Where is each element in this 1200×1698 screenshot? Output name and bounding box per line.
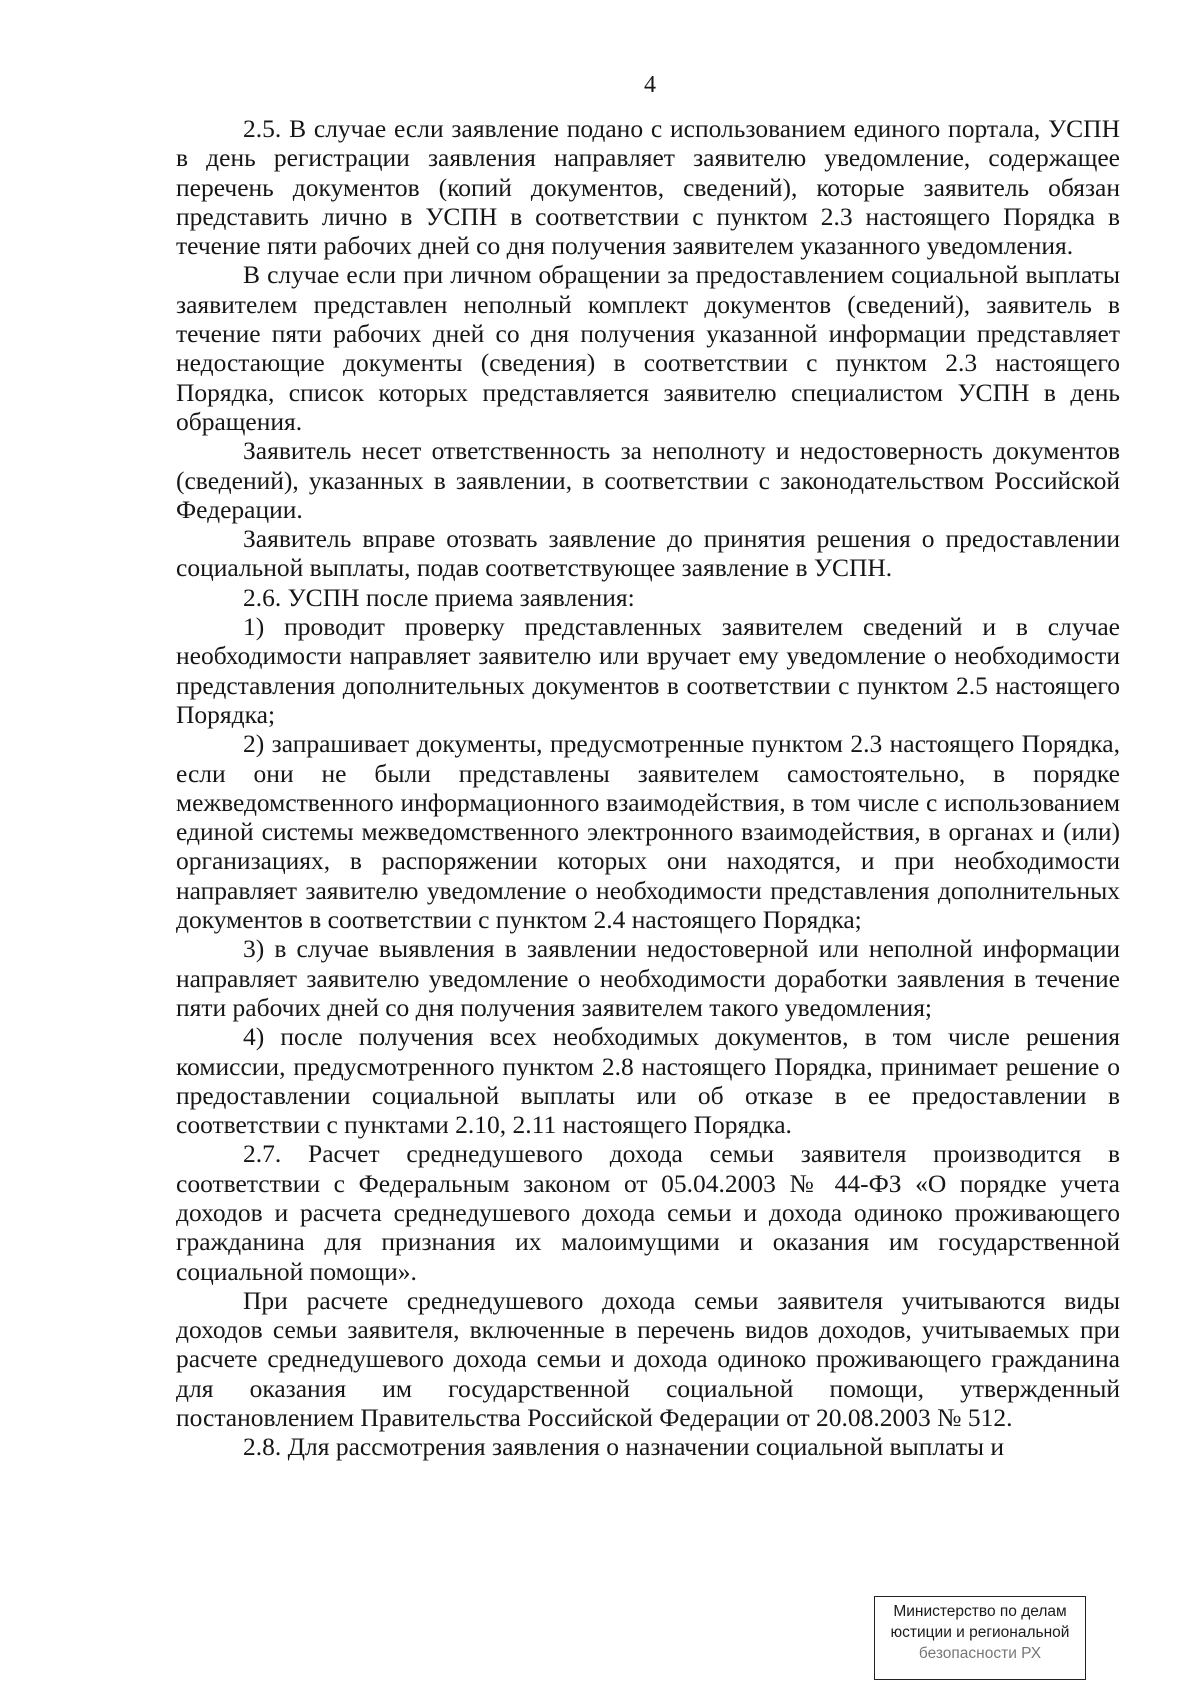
paragraph-withdraw: Заявитель вправе отозвать заявление до принятия решения о предоставлении социальной выплаты, подав соответствующее заявление в УСПН. xyxy=(176,524,1120,583)
list-item-3: 3) в случае выявления в заявлении недостоверной или неполной информации направляет заявителю уведомление о необходимости доработки заявления в течение пяти рабочих дней со дня получения заявителем такого уведомления; xyxy=(176,934,1120,1022)
stamp-line-2: юстиции и региональной xyxy=(890,1624,1070,1641)
paragraph-2-8: 2.8. Для рассмотрения заявления о назначении социальной выплаты и xyxy=(243,1432,1005,1462)
paragraph-2-5: 2.5. В случае если заявление подано с использованием единого портала, УСПН в день регистрации заявления направляет заявителю уведомление, содержащее перечень документов (копий документов, сведений), которые заявитель обязан представить лично в УСПН в соответствии с пунктом 2.3 настоящего Порядка в течение пяти рабочих дней со дня получения заявителем указанного уведомления. xyxy=(176,114,1120,261)
stamp-line-1: Министерство по делам xyxy=(893,1603,1067,1620)
paragraph-incomplete-documents: В случае если при личном обращении за предоставлением социальной выплаты заявителем представлен неполный комплект документов (сведений), заявитель в течение пяти рабочих дней со дня получения указанной информации представляет недостающие документы (сведения) в соответствии с пунктом 2.3 настоящего Порядка, список которых представляется заявителю специалистом УСПН в день обращения. xyxy=(176,260,1120,436)
paragraph-income-calculation: При расчете среднедушевого дохода семьи заявителя учитываются виды доходов семьи заявителя, включенные в перечень видов доходов, учитываемых при расчете среднедушевого дохода семьи и дохода одиноко проживающего гражданина для оказания им государственной социальной помощи, утвержденный постановлением Правительства Российской Федерации от 20.08.2003 № 512. xyxy=(176,1285,1120,1433)
paragraph-2-7: 2.7. Расчет среднедушевого дохода семьи заявителя производится в соответствии с Федеральным законом от 05.04.2003 № 44-ФЗ «О порядке учета доходов и расчета среднедушевого дохода семьи и дохода одиноко проживающего гражданина для признания их малоимущими и оказания им государственной социальной помощи». xyxy=(176,1139,1120,1286)
stamp-line-3: безопасности РХ xyxy=(918,1645,1042,1662)
paragraph-responsibility: Заявитель несет ответственность за неполноту и недостоверность документов (сведений), указанных в заявлении, в соответствии с законодательством Российской Федерации. xyxy=(176,436,1120,524)
paragraph-2-6: 2.6. УСПН после приема заявления: xyxy=(243,582,635,612)
list-item-4: 4) после получения всех необходимых документов, в том числе решения комиссии, предусмотренного пунктом 2.8 настоящего Порядка, принимает решение о предоставлении социальной выплаты или об отказе в ее предоставлении в соответствии с пунктами 2.10, 2.11 настоящего Порядка. xyxy=(176,1022,1120,1140)
list-item-1: 1) проводит проверку представленных заявителем сведений и в случае необходимости направляет заявителю или вручает ему уведомление о необходимости представления дополнительных документов в соответствии с пунктом 2.5 настоящего Порядка; xyxy=(176,612,1120,729)
document-body xyxy=(176,114,1120,1462)
page-number: 4 xyxy=(644,72,656,98)
list-item-2: 2) запрашивает документы, предусмотренные пунктом 2.3 настоящего Порядка, если они не были представлены заявителем самостоятельно, в порядке межведомственного информационного взаимодействия, в том числе с использованием единой системы межведомственного электронного взаимодействия, в органах и (или) организациях, в распоряжении которых они находятся, и при необходимости направляет заявителю уведомление о необходимости представления дополнительных документов в соответствии с пунктом 2.4 настоящего Порядка; xyxy=(176,729,1120,935)
registration-stamp xyxy=(874,1596,1086,1680)
